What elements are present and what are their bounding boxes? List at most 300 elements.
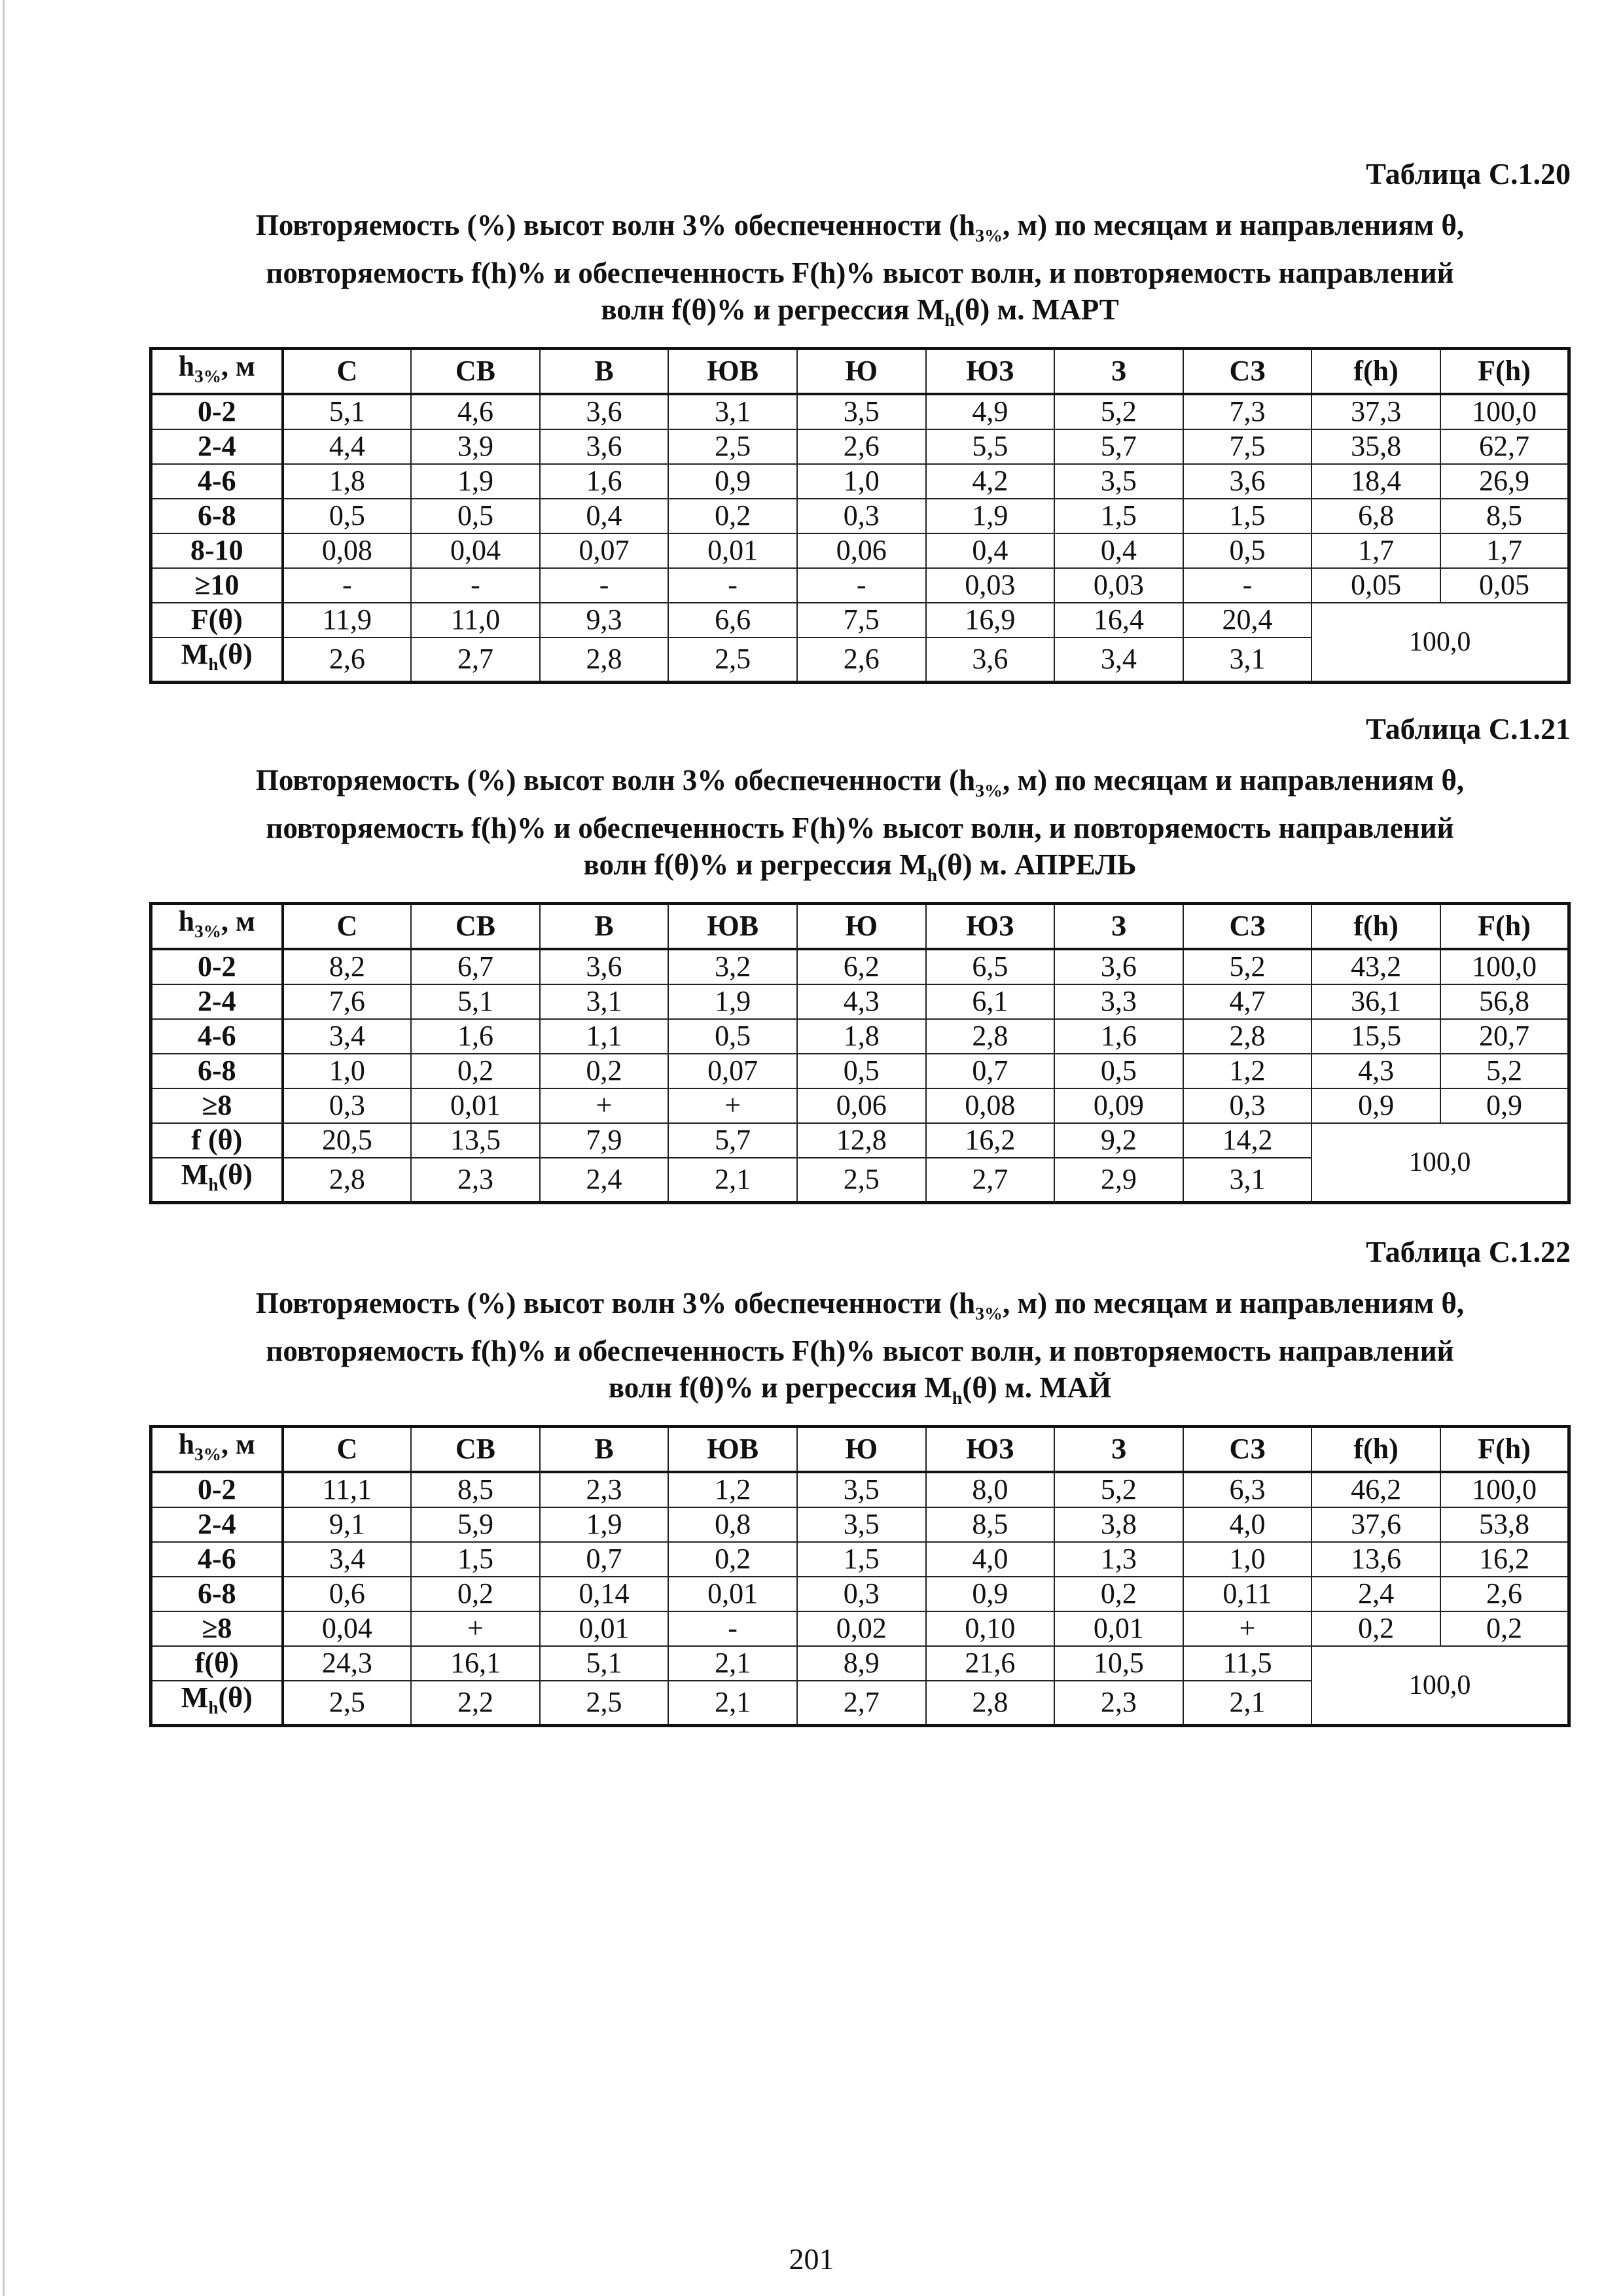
table-row	[151, 533, 1569, 568]
value-cell: 16,4	[1054, 603, 1183, 637]
table-row	[151, 429, 1569, 464]
value-cell: 3,5	[797, 1507, 926, 1542]
header-cell: ЮЗ	[926, 904, 1055, 949]
table-title-line: Повторяемость (%) высот волн 3% обеспеченности ($h_{3\%}$, м) по месяцам и направлениям θ,	[255, 1287, 1465, 1324]
value-cell: 1,7	[1311, 533, 1440, 568]
value-cell: 1,9	[668, 984, 797, 1019]
value-cell: 6,2	[797, 949, 926, 984]
value-cell: 7,9	[540, 1123, 669, 1158]
table-row	[151, 394, 1569, 429]
value-cell: 6,5	[926, 949, 1055, 984]
table-number: Таблица С.1.21	[1366, 712, 1571, 745]
data-table	[149, 1425, 1571, 1727]
row-label-cell: 6-8	[151, 499, 283, 533]
table-title-line: Повторяемость (%) высот волн 3% обеспеченности ($h_{3\%}$, м) по месяцам и направлениям θ,	[255, 209, 1465, 246]
value-cell: 16,2	[926, 1123, 1055, 1158]
value-cell: 0,2	[411, 1054, 540, 1088]
value-cell: 1,8	[283, 464, 412, 499]
value-cell: 37,6	[1311, 1507, 1440, 1542]
value-cell: 0,9	[926, 1577, 1055, 1611]
value-cell: 2,5	[668, 637, 797, 682]
table-header-row	[151, 1427, 1569, 1472]
value-cell: 0,5	[283, 499, 412, 533]
value-cell: 20,7	[1440, 1019, 1569, 1054]
value-cell: +	[1183, 1611, 1312, 1646]
table-footer-row	[151, 603, 1569, 637]
value-cell: 0,7	[540, 1542, 669, 1577]
value-cell: 3,2	[668, 949, 797, 984]
row-label-cell: ≥8	[151, 1611, 283, 1646]
table-title	[149, 207, 1571, 339]
value-cell: 3,6	[540, 394, 669, 429]
value-cell: 3,6	[926, 637, 1055, 682]
value-cell: 2,4	[540, 1158, 669, 1202]
value-cell: 3,6	[1054, 949, 1183, 984]
value-cell: 2,1	[668, 1158, 797, 1202]
value-cell: 16,1	[411, 1646, 540, 1681]
value-cell: 0,2	[1311, 1611, 1440, 1646]
value-cell: 53,8	[1440, 1507, 1569, 1542]
value-cell: 46,2	[1311, 1472, 1440, 1507]
value-cell: -	[668, 1611, 797, 1646]
table-row	[151, 949, 1569, 984]
value-cell: 0,2	[1440, 1611, 1569, 1646]
value-cell: 0,01	[540, 1611, 669, 1646]
value-cell: 4,0	[926, 1542, 1055, 1577]
value-cell: 0,3	[797, 1577, 926, 1611]
value-cell: -	[540, 568, 669, 603]
value-cell: 3,1	[1183, 1158, 1312, 1202]
total-cell: 100,0	[1311, 1646, 1569, 1725]
value-cell: 4,0	[1183, 1507, 1312, 1542]
data-table	[149, 347, 1571, 684]
value-cell: 3,5	[797, 394, 926, 429]
header-cell: В	[540, 349, 669, 394]
value-cell: 3,1	[668, 394, 797, 429]
header-cell-height: $h_{3\%}$, м	[151, 1427, 283, 1472]
header-cell: F(h)	[1440, 1427, 1569, 1472]
data-table	[149, 902, 1571, 1204]
value-cell: 0,5	[1054, 1054, 1183, 1088]
value-cell: 0,07	[540, 533, 669, 568]
table-title	[149, 1285, 1571, 1417]
value-cell: 1,9	[926, 499, 1055, 533]
value-cell: 0,2	[1054, 1577, 1183, 1611]
header-cell: В	[540, 1427, 669, 1472]
value-cell: 0,5	[797, 1054, 926, 1088]
value-cell: 0,3	[1183, 1088, 1312, 1123]
table-row	[151, 1577, 1569, 1611]
value-cell: 8,2	[283, 949, 412, 984]
row-label-cell: 4-6	[151, 464, 283, 499]
header-cell: Ю	[797, 904, 926, 949]
value-cell: 0,08	[926, 1088, 1055, 1123]
table-header-row	[151, 349, 1569, 394]
header-cell: СВ	[411, 349, 540, 394]
value-cell: -	[411, 568, 540, 603]
row-label-cell: 6-8	[151, 1577, 283, 1611]
value-cell: 14,2	[1183, 1123, 1312, 1158]
value-cell: 21,6	[926, 1646, 1055, 1681]
value-cell: 1,6	[411, 1019, 540, 1054]
value-cell: 1,0	[1183, 1542, 1312, 1577]
scan-edge-line	[3, 0, 5, 2296]
value-cell: 0,01	[668, 533, 797, 568]
row-label-cell: ≥8	[151, 1088, 283, 1123]
table-title-line: волн f(θ)% и регрессия $M_h(\theta)$ м. АПРЕЛЬ	[583, 848, 1137, 886]
value-cell: 0,04	[283, 1611, 412, 1646]
value-cell: 2,5	[540, 1681, 669, 1725]
value-cell: 9,1	[283, 1507, 412, 1542]
value-cell: 1,5	[1054, 499, 1183, 533]
value-cell: 2,6	[1440, 1577, 1569, 1611]
header-cell-height: $h_{3\%}$, м	[151, 349, 283, 394]
value-cell: 24,3	[283, 1646, 412, 1681]
value-cell: 6,7	[411, 949, 540, 984]
table-title-line: волн f(θ)% и регрессия $M_h(\theta)$ м. МАЙ	[608, 1371, 1112, 1408]
table-header-row	[151, 904, 1569, 949]
row-label-cell: 0-2	[151, 1472, 283, 1507]
header-cell: ЮЗ	[926, 1427, 1055, 1472]
value-cell: 5,5	[926, 429, 1055, 464]
value-cell: 5,2	[1440, 1054, 1569, 1088]
value-cell: 0,8	[668, 1507, 797, 1542]
value-cell: 1,9	[540, 1507, 669, 1542]
total-cell: 100,0	[1311, 603, 1569, 682]
value-cell: 3,3	[1054, 984, 1183, 1019]
table-number: Таблица С.1.20	[1366, 157, 1571, 190]
value-cell: 2,3	[540, 1472, 669, 1507]
total-cell: 100,0	[1311, 1123, 1569, 1202]
header-cell: С	[283, 349, 412, 394]
value-cell: 15,5	[1311, 1019, 1440, 1054]
value-cell: 4,7	[1183, 984, 1312, 1019]
value-cell: 2,8	[926, 1019, 1055, 1054]
value-cell: 0,4	[926, 533, 1055, 568]
value-cell: +	[411, 1611, 540, 1646]
value-cell: 2,8	[283, 1158, 412, 1202]
value-cell: 11,9	[283, 603, 412, 637]
header-cell: С	[283, 1427, 412, 1472]
value-cell: 43,2	[1311, 949, 1440, 984]
value-cell: 11,0	[411, 603, 540, 637]
page-number: 201	[789, 2242, 834, 2276]
table-row	[151, 1472, 1569, 1507]
value-cell: 5,7	[668, 1123, 797, 1158]
table-row	[151, 1542, 1569, 1577]
value-cell: 6,3	[1183, 1472, 1312, 1507]
row-label-cell: 4-6	[151, 1019, 283, 1054]
value-cell: -	[797, 568, 926, 603]
row-label-cell: 8-10	[151, 533, 283, 568]
value-cell: 1,5	[1183, 499, 1312, 533]
value-cell: 3,4	[283, 1542, 412, 1577]
value-cell: 5,7	[1054, 429, 1183, 464]
value-cell: 0,5	[668, 1019, 797, 1054]
value-cell: 0,5	[1183, 533, 1312, 568]
value-cell: 3,5	[797, 1472, 926, 1507]
row-label-cell: ≥10	[151, 568, 283, 603]
value-cell: 3,6	[540, 429, 669, 464]
value-cell: 0,4	[540, 499, 669, 533]
table-section-c-1-21	[149, 711, 1571, 1204]
value-cell: 1,0	[797, 464, 926, 499]
value-cell: 16,2	[1440, 1542, 1569, 1577]
value-cell: 2,1	[668, 1646, 797, 1681]
value-cell: 0,14	[540, 1577, 669, 1611]
value-cell: 12,8	[797, 1123, 926, 1158]
value-cell: 4,2	[926, 464, 1055, 499]
header-cell: f(h)	[1311, 349, 1440, 394]
value-cell: 20,5	[283, 1123, 412, 1158]
value-cell: 9,3	[540, 603, 669, 637]
value-cell: 3,1	[540, 984, 669, 1019]
table-row	[151, 1019, 1569, 1054]
table-row	[151, 499, 1569, 533]
header-cell: ЮЗ	[926, 349, 1055, 394]
value-cell: 10,5	[1054, 1646, 1183, 1681]
value-cell: 0,05	[1440, 568, 1569, 603]
table-title	[149, 762, 1571, 894]
value-cell: 0,5	[411, 499, 540, 533]
value-cell: 3,6	[540, 949, 669, 984]
value-cell: 0,11	[1183, 1577, 1312, 1611]
value-cell: 1,8	[797, 1019, 926, 1054]
header-cell: F(h)	[1440, 349, 1569, 394]
header-cell: ЮВ	[668, 904, 797, 949]
value-cell: 6,1	[926, 984, 1055, 1019]
value-cell: 1,6	[540, 464, 669, 499]
value-cell: 0,10	[926, 1611, 1055, 1646]
value-cell: 0,2	[668, 499, 797, 533]
value-cell: 0,01	[1054, 1611, 1183, 1646]
header-cell: В	[540, 904, 669, 949]
row-label-cell: 6-8	[151, 1054, 283, 1088]
row-label-cell: 2-4	[151, 429, 283, 464]
value-cell: 8,5	[411, 1472, 540, 1507]
value-cell: 0,01	[411, 1088, 540, 1123]
row-label-cell: 0-2	[151, 394, 283, 429]
value-cell: 0,02	[797, 1611, 926, 1646]
value-cell: 2,5	[283, 1681, 412, 1725]
table-title-line: повторяемость f(h)% и обеспеченность F(h)% высот волн, и повторяемость направлений	[266, 257, 1454, 289]
value-cell: 35,8	[1311, 429, 1440, 464]
value-cell: 4,6	[411, 394, 540, 429]
value-cell: 4,3	[1311, 1054, 1440, 1088]
value-cell: -	[283, 568, 412, 603]
value-cell: 100,0	[1440, 394, 1569, 429]
value-cell: 1,1	[540, 1019, 669, 1054]
header-cell: СВ	[411, 1427, 540, 1472]
table-section-c-1-20	[149, 156, 1571, 684]
value-cell: 8,0	[926, 1472, 1055, 1507]
value-cell: 0,06	[797, 1088, 926, 1123]
value-cell: 7,5	[1183, 429, 1312, 464]
header-cell: ЮВ	[668, 349, 797, 394]
value-cell: 8,5	[926, 1507, 1055, 1542]
value-cell: 8,9	[797, 1646, 926, 1681]
header-cell: ЮВ	[668, 1427, 797, 1472]
value-cell: 3,6	[1183, 464, 1312, 499]
value-cell: 2,8	[1183, 1019, 1312, 1054]
value-cell: +	[668, 1088, 797, 1123]
value-cell: 0,08	[283, 533, 412, 568]
value-cell: 0,2	[668, 1542, 797, 1577]
table-footer-row	[151, 1123, 1569, 1158]
value-cell: 1,3	[1054, 1542, 1183, 1577]
value-cell: 20,4	[1183, 603, 1312, 637]
table-row	[151, 464, 1569, 499]
value-cell: 0,05	[1311, 568, 1440, 603]
value-cell: 2,5	[797, 1158, 926, 1202]
header-cell: С	[283, 904, 412, 949]
table-row	[151, 1507, 1569, 1542]
value-cell: 1,0	[283, 1054, 412, 1088]
value-cell: 4,3	[797, 984, 926, 1019]
value-cell: -	[668, 568, 797, 603]
value-cell: 2,5	[668, 429, 797, 464]
value-cell: 3,4	[1054, 637, 1183, 682]
row-label-cell: $M_h(\theta)$	[151, 1681, 283, 1725]
header-cell: f(h)	[1311, 1427, 1440, 1472]
value-cell: 8,5	[1440, 499, 1569, 533]
value-cell: 0,04	[411, 533, 540, 568]
value-cell: 0,09	[1054, 1088, 1183, 1123]
header-cell: СВ	[411, 904, 540, 949]
value-cell: 1,2	[1183, 1054, 1312, 1088]
value-cell: 5,2	[1183, 949, 1312, 984]
value-cell: 13,5	[411, 1123, 540, 1158]
header-cell-height: $h_{3\%}$, м	[151, 904, 283, 949]
value-cell: 62,7	[1440, 429, 1569, 464]
header-cell: Ю	[797, 349, 926, 394]
header-cell: F(h)	[1440, 904, 1569, 949]
value-cell: 1,5	[411, 1542, 540, 1577]
table-title-line: Повторяемость (%) высот волн 3% обеспеченности ($h_{3\%}$, м) по месяцам и направлениям θ,	[255, 764, 1465, 801]
value-cell: 2,7	[797, 1681, 926, 1725]
row-label-cell: f (θ)	[151, 1123, 283, 1158]
value-cell: 0,7	[926, 1054, 1055, 1088]
table-title-line: повторяемость f(h)% и обеспеченность F(h)% высот волн, и повторяемость направлений	[266, 812, 1454, 844]
table-section-c-1-22	[149, 1234, 1571, 1727]
value-cell: 2,8	[926, 1681, 1055, 1725]
value-cell: 18,4	[1311, 464, 1440, 499]
row-label-cell: f(θ)	[151, 1646, 283, 1681]
value-cell: 1,6	[1054, 1019, 1183, 1054]
value-cell: 7,6	[283, 984, 412, 1019]
value-cell: 0,9	[1440, 1088, 1569, 1123]
value-cell: 2,4	[1311, 1577, 1440, 1611]
row-label-cell: 0-2	[151, 949, 283, 984]
value-cell: +	[540, 1088, 669, 1123]
value-cell: 7,3	[1183, 394, 1312, 429]
value-cell: 3,5	[1054, 464, 1183, 499]
value-cell: 0,07	[668, 1054, 797, 1088]
value-cell: 36,1	[1311, 984, 1440, 1019]
value-cell: 56,8	[1440, 984, 1569, 1019]
value-cell: 1,5	[797, 1542, 926, 1577]
header-cell: Ю	[797, 1427, 926, 1472]
value-cell: 5,1	[283, 394, 412, 429]
value-cell: 11,5	[1183, 1646, 1312, 1681]
row-label-cell: F(θ)	[151, 603, 283, 637]
value-cell: 0,3	[283, 1088, 412, 1123]
value-cell: -	[1183, 568, 1312, 603]
value-cell: 0,06	[797, 533, 926, 568]
table-title-line: волн f(θ)% и регрессия $M_h(\theta)$ м. МАРТ	[601, 293, 1119, 331]
row-label-cell: 4-6	[151, 1542, 283, 1577]
value-cell: 0,03	[926, 568, 1055, 603]
table-footer-row	[151, 1646, 1569, 1681]
row-label-cell: 2-4	[151, 1507, 283, 1542]
value-cell: 0,03	[1054, 568, 1183, 603]
value-cell: 2,9	[1054, 1158, 1183, 1202]
table-row	[151, 984, 1569, 1019]
value-cell: 9,2	[1054, 1123, 1183, 1158]
value-cell: 1,9	[411, 464, 540, 499]
value-cell: 2,8	[540, 637, 669, 682]
row-label-cell: 2-4	[151, 984, 283, 1019]
value-cell: 2,6	[797, 637, 926, 682]
header-cell: З	[1054, 1427, 1183, 1472]
value-cell: 5,1	[540, 1646, 669, 1681]
value-cell: 5,2	[1054, 1472, 1183, 1507]
value-cell: 4,4	[283, 429, 412, 464]
value-cell: 2,6	[283, 637, 412, 682]
value-cell: 5,2	[1054, 394, 1183, 429]
value-cell: 0,9	[668, 464, 797, 499]
value-cell: 3,8	[1054, 1507, 1183, 1542]
value-cell: 13,6	[1311, 1542, 1440, 1577]
value-cell: 7,5	[797, 603, 926, 637]
value-cell: 6,6	[668, 603, 797, 637]
value-cell: 6,8	[1311, 499, 1440, 533]
header-cell: СЗ	[1183, 349, 1312, 394]
table-row	[151, 1611, 1569, 1646]
value-cell: 5,1	[411, 984, 540, 1019]
value-cell: 0,2	[411, 1577, 540, 1611]
value-cell: 100,0	[1440, 1472, 1569, 1507]
table-row	[151, 1054, 1569, 1088]
table-number: Таблица С.1.22	[1366, 1235, 1571, 1268]
header-cell: З	[1054, 904, 1183, 949]
header-cell: f(h)	[1311, 904, 1440, 949]
table-title-line: повторяемость f(h)% и обеспеченность F(h)% высот волн, и повторяемость направлений	[266, 1335, 1454, 1367]
header-cell: СЗ	[1183, 1427, 1312, 1472]
value-cell: 0,2	[540, 1054, 669, 1088]
header-cell: З	[1054, 349, 1183, 394]
value-cell: 37,3	[1311, 394, 1440, 429]
value-cell: 4,9	[926, 394, 1055, 429]
value-cell: 0,6	[283, 1577, 412, 1611]
value-cell: 1,2	[668, 1472, 797, 1507]
table-row	[151, 1088, 1569, 1123]
value-cell: 2,7	[926, 1158, 1055, 1202]
value-cell: 2,1	[668, 1681, 797, 1725]
header-cell: СЗ	[1183, 904, 1312, 949]
value-cell: 26,9	[1440, 464, 1569, 499]
value-cell: 3,9	[411, 429, 540, 464]
value-cell: 0,01	[668, 1577, 797, 1611]
value-cell: 3,4	[283, 1019, 412, 1054]
value-cell: 2,1	[1183, 1681, 1312, 1725]
value-cell: 0,4	[1054, 533, 1183, 568]
value-cell: 16,9	[926, 603, 1055, 637]
value-cell: 5,9	[411, 1507, 540, 1542]
value-cell: 0,9	[1311, 1088, 1440, 1123]
value-cell: 2,3	[411, 1158, 540, 1202]
value-cell: 2,2	[411, 1681, 540, 1725]
